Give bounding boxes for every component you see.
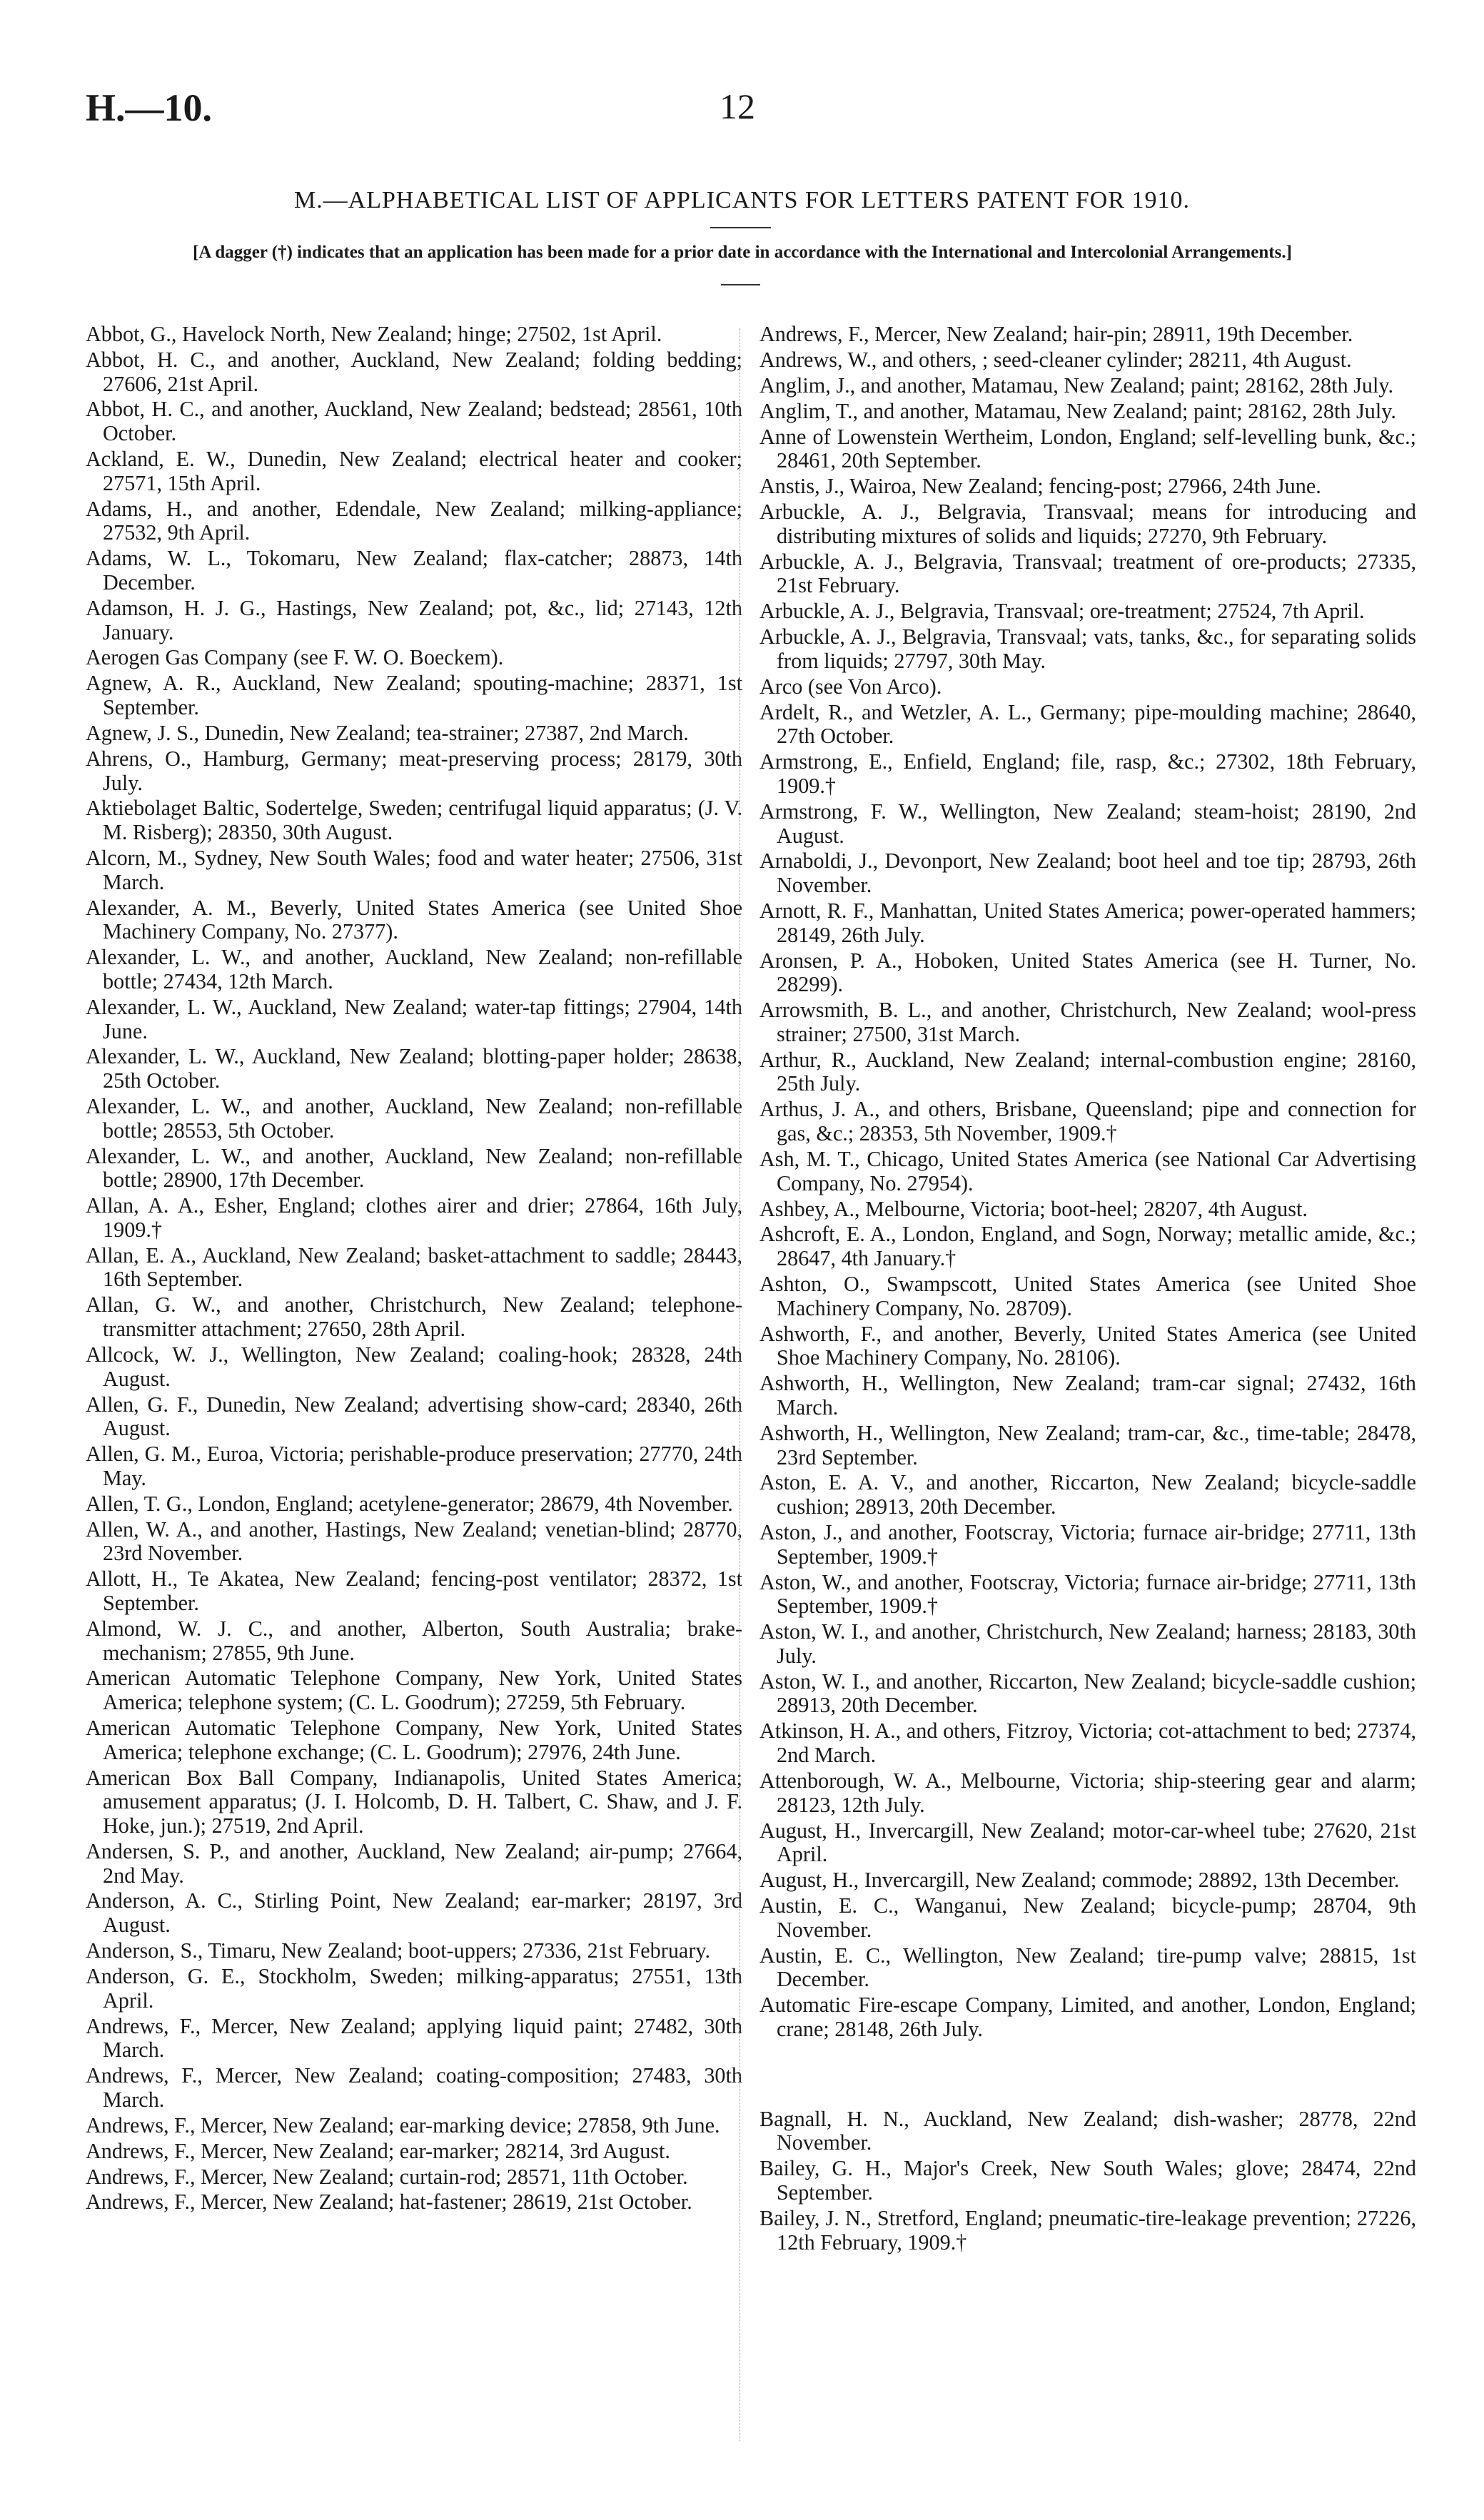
list-entry: Alcorn, M., Sydney, New South Wales; food and water heater; 27506, 31st March. bbox=[86, 846, 742, 894]
list-entry: Atkinson, H. A., and others, Fitzroy, Victoria; cot-attachment to bed; 27374, 2nd March. bbox=[759, 1719, 1416, 1768]
list-entry: Austin, E. C., Wellington, New Zealand; tire-pump valve; 28815, 1st December. bbox=[759, 1943, 1416, 1992]
list-entry: Ashworth, H., Wellington, New Zealand; tram-car signal; 27432, 16th March. bbox=[759, 1371, 1416, 1420]
list-entry: Arbuckle, A. J., Belgravia, Transvaal; vats, tanks, &c., for separating solids from liquids; 27797, 30th May. bbox=[759, 624, 1416, 673]
list-entry: Ashworth, F., and another, Beverly, United States America (see United Shoe Machinery Company, No. 28106). bbox=[759, 1321, 1416, 1370]
list-entry: Aston, E. A. V., and another, Riccarton, New Zealand; bicycle-saddle cushion; 28913, 20th December. bbox=[759, 1470, 1416, 1519]
list-entry: Andrews, F., Mercer, New Zealand; hat-fastener; 28619, 21st October. bbox=[86, 2190, 692, 2215]
list-entry: Aston, W. I., and another, Riccarton, New Zealand; bicycle-saddle cushion; 28913, 20th December. bbox=[759, 1669, 1416, 1718]
list-entry: Ashbey, A., Melbourne, Victoria; boot-heel; 28207, 4th August. bbox=[759, 1196, 1308, 1221]
dagger-note: [A dagger (†) indicates that an application has been made for a prior date in accordance with the International and Intercolonial Arrangements.] bbox=[193, 243, 1292, 262]
list-entry: August, H., Invercargill, New Zealand; motor-car-wheel tube; 27620, 21st April. bbox=[759, 1818, 1416, 1867]
list-entry: Austin, E. C., Wanganui, New Zealand; bicycle-pump; 28704, 9th November. bbox=[759, 1893, 1416, 1942]
list-entry: Andrews, F., Mercer, New Zealand; ear-marking device; 27858, 9th June. bbox=[86, 2112, 720, 2137]
list-entry: Ardelt, R., and Wetzler, A. L., Germany; pipe-moulding machine; 28640, 27th October. bbox=[759, 699, 1416, 749]
list-entry: Adamson, H. J. G., Hastings, New Zealand; pot, &c., lid; 27143, 12th January. bbox=[86, 595, 742, 644]
note-rule bbox=[721, 284, 760, 285]
list-entry: Andrews, F., Mercer, New Zealand; applying liquid paint; 27482, 30th March. bbox=[86, 2013, 742, 2063]
list-entry: Ashworth, H., Wellington, New Zealand; tram-car, &c., time-table; 28478, 23rd September. bbox=[759, 1420, 1416, 1469]
list-entry: Aston, J., and another, Footscray, Victoria; furnace air-bridge; 27711, 13th September, 1909.† bbox=[759, 1520, 1416, 1569]
list-entry: American Box Ball Company, Indianapolis, United States America; amusement apparatus; (J. I. Holcomb, D. H. Talbert, C. Shaw, and J. F. Hoke, jun.); 27519, 2nd April. bbox=[86, 1765, 742, 1838]
list-entry: Aston, W. I., and another, Christchurch, New Zealand; harness; 28183, 30th July. bbox=[759, 1619, 1416, 1668]
list-entry: Allen, G. M., Euroa, Victoria; perishable-produce preservation; 27770, 24th May. bbox=[86, 1442, 742, 1490]
list-entry: Andrews, F., Mercer, New Zealand; curtain-rod; 28571, 11th October. bbox=[86, 2164, 688, 2189]
list-entry: Bailey, J. N., Stretford, England; pneumatic-tire-leakage prevention; 27226, 12th February, 1909.† bbox=[759, 2205, 1416, 2255]
list-entry: Armstrong, F. W., Wellington, New Zealand; steam-hoist; 28190, 2nd August. bbox=[759, 799, 1416, 848]
list-entry: Bailey, G. H., Major's Creek, New South Wales; glove; 28474, 22nd September. bbox=[759, 2156, 1416, 2205]
list-entry: Arco (see Von Arco). bbox=[759, 674, 942, 699]
list-entry: Arrowsmith, B. L., and another, Christchurch, New Zealand; wool-press strainer; 27500, 31st March. bbox=[759, 998, 1416, 1046]
list-entry: Anne of Lowenstein Wertheim, London, England; self-levelling bunk, &c.; 28461, 20th September. bbox=[759, 424, 1416, 473]
list-entry: Arnaboldi, J., Devonport, New Zealand; boot heel and toe tip; 28793, 26th November. bbox=[759, 849, 1416, 898]
list-entry: Allen, G. F., Dunedin, New Zealand; advertising show-card; 28340, 26th August. bbox=[86, 1392, 742, 1441]
list-entry: Alexander, L. W., and another, Auckland, New Zealand; non-refillable bottle; 28553, 5th October. bbox=[86, 1093, 742, 1143]
list-entry: Ackland, E. W., Dunedin, New Zealand; electrical heater and cooker; 27571, 15th April. bbox=[86, 447, 742, 495]
list-entry: Attenborough, W. A., Melbourne, Victoria; ship-steering gear and alarm; 28123, 12th July. bbox=[759, 1768, 1416, 1817]
list-entry: Automatic Fire-escape Company, Limited, and another, London, England; crane; 28148, 26th July. bbox=[759, 1993, 1416, 2041]
list-entry: Arthur, R., Auckland, New Zealand; internal-combustion engine; 28160, 25th July. bbox=[759, 1047, 1416, 1096]
list-entry: Aston, W., and another, Footscray, Victoria; furnace air-bridge; 27711, 13th September, 1909.† bbox=[759, 1569, 1416, 1619]
title-rule bbox=[710, 227, 771, 228]
list-entry: Almond, W. J. C., and another, Alberton, South Australia; brake-mechanism; 27855, 9th June. bbox=[86, 1616, 742, 1665]
list-entry: Arbuckle, A. J., Belgravia, Transvaal; means for introducing and distributing mixtures of solids and liquids; 27270, 9th February. bbox=[759, 500, 1416, 548]
list-entry: Anderson, G. E., Stockholm, Sweden; milking-apparatus; 27551, 13th April. bbox=[86, 1963, 742, 2013]
list-entry: Anglim, J., and another, Matamau, New Zealand; paint; 28162, 28th July. bbox=[759, 373, 1394, 398]
list-entry: Anderson, S., Timaru, New Zealand; boot-uppers; 27336, 21st February. bbox=[86, 1938, 711, 1963]
list-entry: Andersen, S. P., and another, Auckland, New Zealand; air-pump; 27664, 2nd May. bbox=[86, 1838, 742, 1888]
list-entry: Arbuckle, A. J., Belgravia, Transvaal; treatment of ore-products; 27335, 21st February. bbox=[759, 549, 1416, 598]
list-entry: Ahrens, O., Hamburg, Germany; meat-preserving process; 28179, 30th July. bbox=[86, 746, 742, 795]
page-id: H.—10. bbox=[86, 86, 213, 129]
list-entry: Arnott, R. F., Manhattan, United States America; power-operated hammers; 28149, 26th July. bbox=[759, 898, 1416, 947]
list-entry: Allott, H., Te Akatea, New Zealand; fencing-post ventilator; 28372, 1st September. bbox=[86, 1567, 742, 1615]
list-entry: Arthus, J. A., and others, Brisbane, Queensland; pipe and connection for gas, &c.; 28353, 5th November, 1909.† bbox=[759, 1097, 1416, 1146]
list-entry: Allan, E. A., Auckland, New Zealand; basket-attachment to saddle; 28443, 16th September. bbox=[86, 1243, 742, 1292]
list-entry: Anglim, T., and another, Matamau, New Zealand; paint; 28162, 28th July. bbox=[759, 398, 1396, 423]
list-entry: Aktiebolaget Baltic, Sodertelge, Sweden; centrifugal liquid apparatus; (J. V. M. Risberg); 28350, 30th August. bbox=[86, 796, 742, 845]
list-entry: Allen, T. G., London, England; acetylene-generator; 28679, 4th November. bbox=[86, 1491, 733, 1516]
list-entry: Alexander, A. M., Beverly, United States America (see United Shoe Machinery Company, No. 27377). bbox=[86, 895, 742, 944]
list-entry: Anderson, A. C., Stirling Point, New Zealand; ear-marker; 28197, 3rd August. bbox=[86, 1888, 742, 1938]
list-entry: Alexander, L. W., and another, Auckland, New Zealand; non-refillable bottle; 27434, 12th March. bbox=[86, 945, 742, 993]
page-number: 12 bbox=[720, 86, 755, 126]
right-column bbox=[759, 323, 1416, 2456]
list-entry: Aerogen Gas Company (see F. W. O. Boeckem). bbox=[86, 645, 504, 670]
list-entry: Alexander, L. W., and another, Auckland, New Zealand; non-refillable bottle; 28900, 17th December. bbox=[86, 1143, 742, 1193]
left-column bbox=[86, 323, 742, 2456]
list-entry: American Automatic Telephone Company, New York, United States America; telephone exchange; (C. L. Goodrum); 27976, 24th June. bbox=[86, 1716, 742, 1764]
list-entry: Abbot, H. C., and another, Auckland, New Zealand; folding bedding; 27606, 21st April. bbox=[86, 347, 742, 396]
list-entry: Ash, M. T., Chicago, United States America (see National Car Advertising Company, No. 27954). bbox=[759, 1146, 1416, 1195]
list-entry: Allan, G. W., and another, Christchurch, New Zealand; telephone-transmitter attachment; 27650, 28th April. bbox=[86, 1292, 742, 1342]
list-entry: Ashcroft, E. A., London, England, and Sogn, Norway; metallic amide, &c.; 28647, 4th January.† bbox=[759, 1222, 1416, 1271]
list-entry: Andrews, W., and others, ; seed-cleaner cylinder; 28211, 4th August. bbox=[759, 347, 1352, 372]
list-entry: Armstrong, E., Enfield, England; file, rasp, &c.; 27302, 18th February, 1909.† bbox=[759, 749, 1416, 798]
list-entry: Alexander, L. W., Auckland, New Zealand; water-tap fittings; 27904, 14th June. bbox=[86, 994, 742, 1043]
list-entry: Adams, W. L., Tokomaru, New Zealand; flax-catcher; 28873, 14th December. bbox=[86, 546, 742, 594]
list-entry: Abbot, G., Havelock North, New Zealand; hinge; 27502, 1st April. bbox=[86, 323, 662, 346]
list-entry: Agnew, J. S., Dunedin, New Zealand; tea-strainer; 27387, 2nd March. bbox=[86, 720, 689, 745]
list-entry: August, H., Invercargill, New Zealand; commode; 28892, 13th December. bbox=[759, 1868, 1400, 1893]
page-header bbox=[0, 86, 1484, 136]
list-entry: Andrews, F., Mercer, New Zealand; hair-pin; 28911, 19th December. bbox=[759, 323, 1353, 346]
list-entry: American Automatic Telephone Company, New York, United States America; telephone system; (C. L. Goodrum); 27259, 5th February. bbox=[86, 1666, 742, 1715]
list-entry: Bagnall, H. N., Auckland, New Zealand; dish-washer; 28778, 22nd November. bbox=[759, 2106, 1416, 2155]
list-entry: Allen, W. A., and another, Hastings, New Zealand; venetian-blind; 28770, 23rd November. bbox=[86, 1517, 742, 1566]
list-entry: Anstis, J., Wairoa, New Zealand; fencing-post; 27966, 24th June. bbox=[759, 474, 1321, 499]
list-entry: Ashton, O., Swampscott, United States America (see United Shoe Machinery Company, No. 28709). bbox=[759, 1272, 1416, 1320]
list-entry: Arbuckle, A. J., Belgravia, Transvaal; ore-treatment; 27524, 7th April. bbox=[759, 599, 1365, 624]
page-title: M.—ALPHABETICAL LIST OF APPLICANTS FOR LETTERS PATENT FOR 1910. bbox=[293, 187, 1191, 213]
list-entry: Abbot, H. C., and another, Auckland, New Zealand; bedstead; 28561, 10th October. bbox=[86, 397, 742, 446]
list-entry: Andrews, F., Mercer, New Zealand; coating-composition; 27483, 30th March. bbox=[86, 2063, 742, 2112]
list-entry: Andrews, F., Mercer, New Zealand; ear-marker; 28214, 3rd August. bbox=[86, 2138, 670, 2163]
list-entry: Allan, A. A., Esher, England; clothes airer and drier; 27864, 16th July, 1909.† bbox=[86, 1193, 742, 1242]
list-entry: Agnew, A. R., Auckland, New Zealand; spouting-machine; 28371, 1st September. bbox=[86, 671, 742, 720]
list-entry: Allcock, W. J., Wellington, New Zealand; coaling-hook; 28328, 24th August. bbox=[86, 1342, 742, 1391]
list-entry: Aronsen, P. A., Hoboken, United States America (see H. Turner, No. 28299). bbox=[759, 948, 1416, 997]
list-entry: Alexander, L. W., Auckland, New Zealand; blotting-paper holder; 28638, 25th October. bbox=[86, 1044, 742, 1093]
list-entry: Adams, H., and another, Edendale, New Zealand; milking-appliance; 27532, 9th April. bbox=[86, 496, 742, 545]
